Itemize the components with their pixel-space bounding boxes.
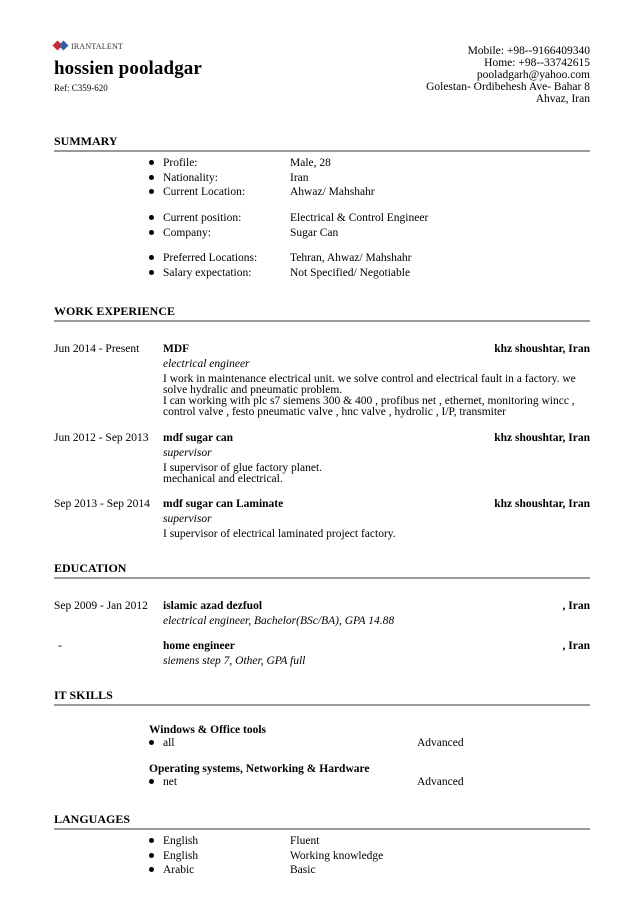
skill-group-name: Operating systems, Networking & Hardware — [149, 763, 370, 775]
summary-value: Ahwaz/ Mahshahr — [290, 186, 375, 198]
summary-value: Sugar Can — [290, 227, 339, 239]
bullet-icon — [149, 215, 154, 220]
education-location: , Iran — [562, 600, 590, 612]
work-desc-line: I can working with plc s7 siemens 300 & 400 , profibus net , ethernet, monitoring wincc , — [163, 395, 575, 407]
section-title-languages: LANGUAGES — [54, 812, 131, 826]
bullet-icon — [149, 779, 154, 784]
work-date: Jun 2014 - Present — [54, 343, 140, 355]
contact-city: Ahvaz, Iran — [535, 93, 590, 105]
education-location: , Iran — [562, 640, 590, 652]
education-date: Sep 2009 - Jan 2012 — [54, 600, 148, 612]
skill-item: net — [163, 776, 178, 788]
reference-code: Ref: C359-620 — [54, 83, 108, 93]
work-desc-line: I supervisor of electrical laminated project factory. — [163, 528, 396, 540]
education-detail: electrical engineer, Bachelor(BSc/BA), GPA 14.88 — [163, 615, 395, 627]
section-title-education: EDUCATION — [54, 561, 127, 575]
bullet-icon — [149, 838, 154, 843]
work-company: mdf sugar can Laminate — [163, 498, 284, 510]
summary-value: Iran — [290, 172, 309, 184]
skill-item: all — [163, 737, 175, 749]
section-divider — [54, 577, 590, 579]
education-date: - — [58, 640, 62, 652]
summary-label: Current position: — [163, 212, 242, 224]
summary-label: Salary expectation: — [163, 267, 252, 279]
summary-value: Not Specified/ Negotiable — [290, 267, 411, 279]
section-divider — [54, 150, 590, 152]
work-role: supervisor — [163, 513, 212, 525]
work-date: Jun 2012 - Sep 2013 — [54, 432, 149, 444]
summary-value: Electrical & Control Engineer — [290, 212, 429, 224]
bullet-icon — [149, 175, 154, 180]
language-name: Arabic — [163, 864, 195, 876]
language-level: Fluent — [290, 835, 320, 847]
section-divider — [54, 828, 590, 830]
contact-block — [426, 45, 590, 105]
candidate-name: hossien pooladgar — [54, 58, 202, 79]
education-school: islamic azad dezfuol — [163, 600, 263, 612]
work-desc-line: I work in maintenance electrical unit. we solve control and electrical fault in a factory. we — [163, 373, 576, 385]
skill-level: Advanced — [417, 776, 464, 788]
contact-address: Golestan- Ordibehesh Ave- Bahar 8 — [426, 81, 590, 93]
contact-mobile: Mobile: +98--9166409340 — [467, 45, 590, 57]
irantalent-logo — [54, 41, 123, 51]
work-date: Sep 2013 - Sep 2014 — [54, 498, 150, 510]
section-divider — [54, 704, 590, 706]
contact-email: pooladgarh@yahoo.com — [476, 69, 590, 81]
bullet-icon — [149, 740, 154, 745]
summary-value: Male, 28 — [290, 157, 331, 169]
work-desc-line: I supervisor of glue factory planet. — [163, 462, 323, 474]
language-name: English — [163, 835, 199, 847]
work-role: electrical engineer — [163, 358, 250, 370]
logo-text: IRANTALENT — [71, 41, 124, 51]
summary-label: Nationality: — [163, 172, 218, 184]
summary-value: Tehran, Ahwaz/ Mahshahr — [290, 252, 412, 264]
bullet-icon — [149, 270, 154, 275]
bullet-icon — [149, 853, 154, 858]
work-role: supervisor — [163, 447, 212, 459]
education-detail: siemens step 7, Other, GPA full — [163, 655, 306, 667]
summary-label: Company: — [163, 227, 211, 239]
work-desc-line: mechanical and electrical. — [163, 473, 283, 485]
work-desc-line: solve hydralic and pneumatic problem. — [163, 384, 343, 396]
work-location: khz shoushtar, Iran — [494, 432, 590, 444]
bullet-icon — [149, 230, 154, 235]
skill-group-name: Windows & Office tools — [149, 724, 267, 736]
language-name: English — [163, 850, 199, 862]
bullet-icon — [149, 867, 154, 872]
bullet-icon — [149, 189, 154, 194]
section-divider — [54, 320, 590, 322]
section-title-work: WORK EXPERIENCE — [54, 304, 176, 318]
bullet-icon — [149, 160, 154, 165]
section-title-skills: IT SKILLS — [54, 688, 113, 702]
summary-label: Preferred Locations: — [163, 252, 258, 264]
bullet-icon — [149, 255, 154, 260]
education-school: home engineer — [163, 640, 235, 652]
work-company: mdf sugar can — [163, 432, 234, 444]
contact-home: Home: +98--33742615 — [484, 57, 590, 69]
section-title-summary: SUMMARY — [54, 134, 118, 148]
summary-label: Current Location: — [163, 186, 246, 198]
logo-mark-icon — [54, 42, 68, 50]
work-location: khz shoushtar, Iran — [494, 498, 590, 510]
summary-label: Profile: — [163, 157, 198, 169]
work-desc-line: control valve , festo pneumatic valve , hnc valve , hydrolic , I/P, transmiter — [163, 406, 506, 418]
language-level: Basic — [290, 864, 316, 876]
work-company: MDF — [163, 343, 190, 355]
skill-level: Advanced — [417, 737, 464, 749]
language-level: Working knowledge — [290, 850, 384, 862]
work-location: khz shoushtar, Iran — [494, 343, 590, 355]
